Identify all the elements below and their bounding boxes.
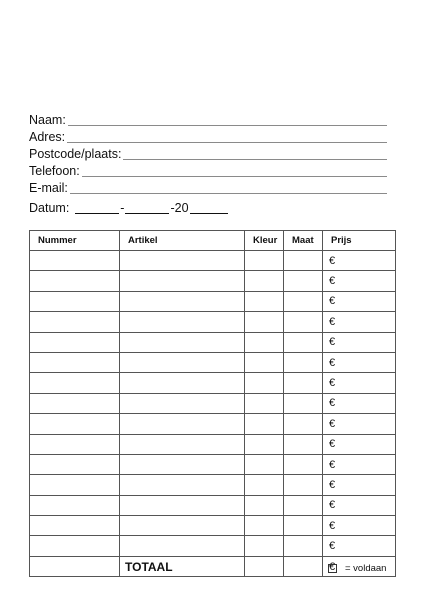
table-row xyxy=(30,536,396,556)
cell-prijs[interactable]: € xyxy=(323,393,396,413)
cell-prijs[interactable]: € xyxy=(323,352,396,372)
cell-nummer[interactable] xyxy=(30,251,120,271)
field-line xyxy=(68,112,387,126)
cell-maat[interactable] xyxy=(284,393,323,413)
cell-prijs[interactable]: € xyxy=(323,251,396,271)
cell-artikel[interactable] xyxy=(120,352,245,372)
order-table xyxy=(29,230,396,577)
telefoon-input[interactable] xyxy=(82,165,387,178)
cell-artikel[interactable] xyxy=(120,414,245,434)
cell-kleur[interactable] xyxy=(245,434,284,454)
field-telefoon xyxy=(29,162,387,179)
table-row xyxy=(30,475,396,495)
cell-kleur[interactable] xyxy=(245,393,284,413)
total-cell-nummer xyxy=(30,556,120,576)
cell-maat[interactable] xyxy=(284,495,323,515)
cell-nummer[interactable] xyxy=(30,495,120,515)
cell-maat[interactable] xyxy=(284,414,323,434)
cell-artikel[interactable] xyxy=(120,271,245,291)
cell-artikel[interactable] xyxy=(120,536,245,556)
cell-artikel[interactable] xyxy=(120,516,245,536)
field-label: Telefoon: xyxy=(29,164,80,178)
table-row xyxy=(30,312,396,332)
header-artikel: Artikel xyxy=(120,231,245,251)
total-cell-maat xyxy=(284,556,323,576)
total-prijs[interactable]: € xyxy=(323,556,396,576)
cell-maat[interactable] xyxy=(284,352,323,372)
cell-artikel[interactable] xyxy=(120,475,245,495)
header-prijs: Prijs xyxy=(323,231,396,251)
cell-kleur[interactable] xyxy=(245,536,284,556)
field-naam xyxy=(29,111,387,128)
cell-prijs[interactable]: € xyxy=(323,434,396,454)
total-label: TOTAAL xyxy=(120,556,245,576)
cell-prijs[interactable]: € xyxy=(323,291,396,311)
cell-kleur[interactable] xyxy=(245,414,284,434)
date-year-prefix: -20 xyxy=(170,201,189,215)
field-label: Postcode/plaats: xyxy=(29,147,122,161)
table-row xyxy=(30,393,396,413)
cell-artikel[interactable] xyxy=(120,312,245,332)
cell-nummer[interactable] xyxy=(30,332,120,352)
cell-maat[interactable] xyxy=(284,291,323,311)
cell-nummer[interactable] xyxy=(30,352,120,372)
cell-nummer[interactable] xyxy=(30,475,120,495)
cell-kleur[interactable] xyxy=(245,251,284,271)
field-line xyxy=(70,180,387,194)
cell-prijs[interactable]: € xyxy=(323,414,396,434)
cell-prijs[interactable]: € xyxy=(323,312,396,332)
date-year-blank[interactable] xyxy=(190,201,228,214)
order-rows xyxy=(30,251,396,577)
cell-prijs[interactable]: € xyxy=(323,454,396,474)
email-input[interactable] xyxy=(70,182,387,195)
field-line xyxy=(82,163,387,177)
cell-kleur[interactable] xyxy=(245,332,284,352)
header-nummer: Nummer xyxy=(30,231,120,251)
cell-prijs[interactable]: € xyxy=(323,536,396,556)
cell-artikel[interactable] xyxy=(120,495,245,515)
cell-artikel[interactable] xyxy=(120,393,245,413)
postcode-plaats-input[interactable] xyxy=(123,148,387,161)
cell-nummer[interactable] xyxy=(30,454,120,474)
cell-artikel[interactable] xyxy=(120,434,245,454)
header-maat: Maat xyxy=(284,231,323,251)
cell-artikel[interactable] xyxy=(120,291,245,311)
date-month-blank[interactable] xyxy=(125,201,169,214)
cell-kleur[interactable] xyxy=(245,495,284,515)
adres-input[interactable] xyxy=(67,131,387,144)
cell-maat[interactable] xyxy=(284,454,323,474)
table-header-row xyxy=(30,231,396,251)
cell-kleur[interactable] xyxy=(245,475,284,495)
table-row xyxy=(30,414,396,434)
cell-artikel[interactable] xyxy=(120,373,245,393)
cell-prijs[interactable]: € xyxy=(323,495,396,515)
cell-artikel[interactable] xyxy=(120,251,245,271)
cell-maat[interactable] xyxy=(284,475,323,495)
date-row xyxy=(29,201,228,216)
cell-prijs[interactable]: € xyxy=(323,475,396,495)
date-separator: - xyxy=(120,201,125,215)
table-row xyxy=(30,332,396,352)
cell-prijs[interactable]: € xyxy=(323,516,396,536)
cell-kleur[interactable] xyxy=(245,373,284,393)
cell-maat[interactable] xyxy=(284,251,323,271)
cell-kleur[interactable] xyxy=(245,516,284,536)
cell-prijs[interactable]: € xyxy=(323,332,396,352)
table-row xyxy=(30,291,396,311)
cell-maat[interactable] xyxy=(284,516,323,536)
date-label: Datum: xyxy=(29,201,70,215)
cell-maat[interactable] xyxy=(284,332,323,352)
cell-nummer[interactable] xyxy=(30,291,120,311)
field-label: Naam: xyxy=(29,113,66,127)
field-label: Adres: xyxy=(29,130,66,144)
total-cell-kleur xyxy=(245,556,284,576)
field-postcode-plaats xyxy=(29,145,387,162)
table-row xyxy=(30,271,396,291)
cell-nummer[interactable] xyxy=(30,271,120,291)
customer-fields xyxy=(29,111,387,196)
field-line xyxy=(67,129,387,143)
paid-legend xyxy=(328,563,386,574)
field-line xyxy=(123,146,387,160)
cell-prijs[interactable]: € xyxy=(323,373,396,393)
field-label: E-mail: xyxy=(29,181,68,195)
cell-nummer[interactable] xyxy=(30,393,120,413)
cell-kleur[interactable] xyxy=(245,454,284,474)
cell-maat[interactable] xyxy=(284,536,323,556)
cell-maat[interactable] xyxy=(284,271,323,291)
cell-nummer[interactable] xyxy=(30,373,120,393)
cell-maat[interactable] xyxy=(284,312,323,332)
table-row xyxy=(30,495,396,515)
field-email xyxy=(29,179,387,196)
cell-nummer[interactable] xyxy=(30,536,120,556)
table-row xyxy=(30,434,396,454)
cell-nummer[interactable] xyxy=(30,516,120,536)
cell-maat[interactable] xyxy=(284,434,323,454)
table-row xyxy=(30,454,396,474)
cell-kleur[interactable] xyxy=(245,291,284,311)
cell-nummer[interactable] xyxy=(30,434,120,454)
cell-kleur[interactable] xyxy=(245,271,284,291)
table-row xyxy=(30,373,396,393)
naam-input[interactable] xyxy=(68,114,387,127)
table-row xyxy=(30,251,396,271)
checkbox-icon[interactable] xyxy=(328,564,337,573)
cell-nummer[interactable] xyxy=(30,312,120,332)
cell-artikel[interactable] xyxy=(120,454,245,474)
cell-kleur[interactable] xyxy=(245,352,284,372)
header-kleur: Kleur xyxy=(245,231,284,251)
legend-text: = voldaan xyxy=(345,563,387,574)
cell-prijs[interactable]: € xyxy=(323,271,396,291)
cell-nummer[interactable] xyxy=(30,414,120,434)
cell-maat[interactable] xyxy=(284,373,323,393)
cell-artikel[interactable] xyxy=(120,332,245,352)
field-adres xyxy=(29,128,387,145)
date-day-blank[interactable] xyxy=(75,201,119,214)
table-row xyxy=(30,352,396,372)
cell-kleur[interactable] xyxy=(245,312,284,332)
table-row xyxy=(30,516,396,536)
